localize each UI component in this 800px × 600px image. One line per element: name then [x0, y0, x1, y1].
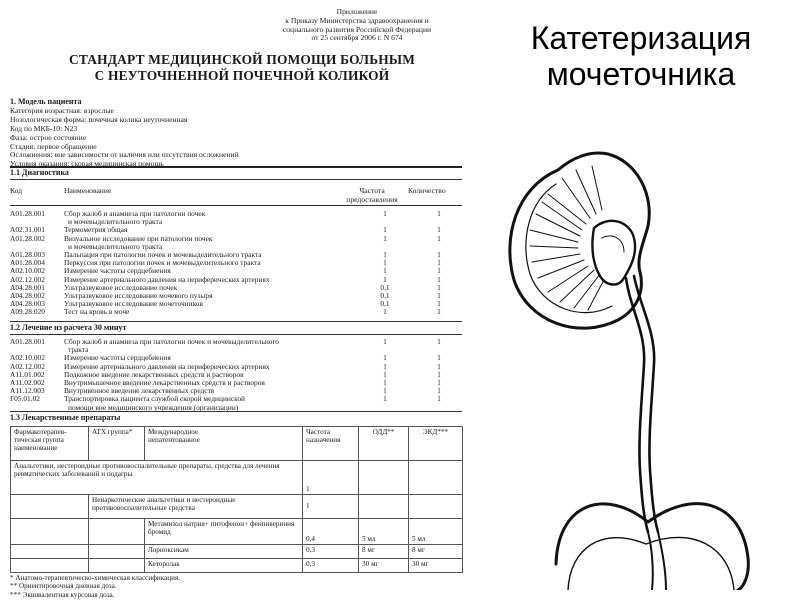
row-code: A01.28.001 — [10, 337, 45, 346]
table-header-divider — [10, 205, 462, 206]
section-divider — [10, 166, 462, 168]
drug-frequency: 0,4 — [303, 519, 359, 545]
drug-name: Кеторолак — [145, 559, 303, 573]
drug-odd: 8 мг — [359, 545, 409, 559]
diagnostics-table — [10, 210, 462, 317]
drugs-header-frequency-line: назначения — [306, 436, 341, 445]
drug-row-spacer — [11, 545, 89, 559]
footnote: *** Эквивалентная курсовая доза. — [10, 590, 115, 599]
row-quantity: 1 — [437, 378, 441, 388]
row-code: A11.01.002 — [10, 369, 45, 379]
row-quantity: 1 — [437, 282, 441, 292]
standard-document — [10, 8, 462, 598]
row-quantity: 1 — [437, 386, 441, 396]
column-header-code: Код — [10, 186, 23, 195]
drugs-header-inn-line: непатентованное — [148, 436, 200, 445]
slide-title-line: мочеточника — [546, 56, 736, 92]
drugs-table-grid — [10, 426, 463, 573]
row-quantity: 1 — [437, 361, 441, 371]
row-name-line: Внутривенное введение лекарственных средств — [64, 386, 215, 396]
row-frequency: 1 — [383, 274, 387, 284]
row-name-line: Тест на кровь в моче — [64, 307, 130, 317]
order-reference — [252, 8, 462, 43]
diagnostics-heading: 1.1 Диагностика — [10, 168, 69, 177]
row-quantity: 1 — [437, 258, 441, 268]
row-code: A04.28.002 — [10, 291, 45, 301]
row-name — [64, 308, 354, 316]
drug-row — [11, 559, 463, 573]
row-name-line: Измерение частоты сердцебиения — [64, 353, 171, 363]
row-name-line: Внутримышечное введение лекарственных средств и растворов — [64, 378, 265, 388]
row-name-line: Ультразвуковое исследование почек — [64, 282, 178, 292]
table-row — [10, 395, 462, 411]
row-name-line: Визуальное исследование при патологии почек — [64, 233, 213, 243]
column-header-name: Наименование — [64, 186, 112, 195]
drugs-subgroup-row — [11, 495, 463, 519]
row-quantity: 1 — [437, 369, 441, 379]
patient-model — [10, 98, 239, 169]
row-frequency: 1 — [383, 258, 387, 268]
row-name-line: помощи вне медицинского учреждения (организации) — [68, 402, 239, 412]
patient-model-line: Стадия: первое обращение — [10, 141, 97, 151]
row-quantity: 1 — [437, 337, 441, 346]
row-code: A09.28.020 — [10, 307, 45, 317]
kidney-ureter-illustration — [498, 118, 794, 590]
order-line: к Приказу Министерства здравоохранения и — [285, 15, 429, 25]
row-name-line: Измерение артериального давления на периферических артериях — [64, 361, 270, 371]
row-name-line: Пальпация при патологии почек и мочевыделительного тракта — [64, 250, 262, 260]
row-frequency: 1 — [383, 361, 387, 371]
row-quantity: 1 — [437, 250, 441, 260]
patient-model-line: Нозологическая форма: почечная колика неуточненная — [10, 114, 188, 124]
row-code: A01.28.001 — [10, 209, 45, 218]
row-name — [64, 235, 354, 251]
drugs-table-header-row — [11, 427, 463, 461]
order-line: от 25 сентября 2006 г. N 674 — [311, 33, 403, 43]
row-quantity: 1 — [437, 274, 441, 284]
drugs-header-ekd: ЭКД*** — [409, 427, 463, 461]
order-line: Приложение — [336, 7, 378, 16]
patient-model-line: Код по МКБ-10: N23 — [10, 123, 78, 133]
row-quantity: 1 — [437, 299, 441, 309]
row-frequency: 0,1 — [380, 291, 390, 301]
renal-pelvis — [592, 221, 635, 285]
row-name — [64, 338, 354, 354]
section-divider — [10, 321, 462, 322]
row-frequency: 0,1 — [380, 299, 390, 309]
drugs-subgroup-odd — [359, 495, 409, 519]
row-code: A11.02.002 — [10, 378, 45, 388]
row-frequency: 1 — [383, 209, 387, 218]
drug-ekd: 8 мг — [409, 545, 463, 559]
drugs-heading: 1.3 Лекарственные препараты — [10, 413, 121, 422]
column-header-quantity: Количество — [408, 186, 446, 195]
row-frequency: 1 — [383, 233, 387, 243]
patient-model-line: Фаза: острое состояние — [10, 132, 87, 142]
drugs-group-ekd — [409, 461, 463, 495]
row-quantity: 1 — [437, 233, 441, 243]
drugs-subgroup-frequency: 1 — [303, 495, 359, 519]
standard-title — [32, 52, 452, 84]
drugs-subgroup-spacer — [11, 495, 89, 519]
row-frequency: 1 — [383, 266, 387, 276]
row-quantity: 1 — [437, 353, 441, 363]
drug-row-spacer — [89, 545, 145, 559]
row-frequency: 1 — [383, 369, 387, 379]
footnote: ** Ориентировочная дневная доза. — [10, 582, 117, 591]
column-header-frequency — [336, 187, 408, 204]
slide-title-line: Катетеризация — [530, 20, 752, 56]
row-code: A01.28.002 — [10, 233, 45, 243]
row-frequency: 1 — [383, 337, 387, 346]
row-name-line: Сбор жалоб и анамнеза при патологии почек и мочевыделительного — [64, 337, 280, 346]
drug-name: Метамизол натрия+ питофенон+ фенпивериния бромид — [145, 519, 303, 545]
table-row — [10, 210, 462, 226]
drug-row — [11, 519, 463, 545]
drug-ekd: 30 мг — [409, 559, 463, 573]
drug-frequency: 0,3 — [303, 559, 359, 573]
row-code: A01.28.003 — [10, 250, 45, 260]
row-name — [64, 395, 354, 411]
row-quantity: 1 — [437, 291, 441, 301]
drugs-header-frequency-line: Частота — [306, 428, 331, 436]
row-code: F05.01.02 — [10, 394, 40, 404]
row-quantity: 1 — [437, 394, 441, 404]
row-frequency: 1 — [383, 386, 387, 396]
drug-ekd: 5 мл — [409, 519, 463, 545]
column-header-frequency-line: предоставления — [346, 194, 398, 204]
standard-title-line: С НЕУТОЧНЕННОЙ ПОЧЕЧНОЙ КОЛИКОЙ — [94, 68, 390, 83]
treatment-heading: 1.2 Лечение из расчета 30 минут — [10, 323, 127, 332]
section-divider — [10, 179, 462, 180]
drug-row-spacer — [11, 559, 89, 573]
row-quantity: 1 — [437, 307, 441, 317]
row-code: A02.10.002 — [10, 266, 45, 276]
drugs-header-inn — [145, 427, 303, 461]
patient-model-line: Осложнения: вне зависимости от наличия или отсутствия осложнений — [10, 150, 239, 160]
row-code: A02.12.002 — [10, 274, 45, 284]
row-name-line: и мочевыделительного тракта — [68, 241, 163, 251]
row-code: A01.28.004 — [10, 258, 45, 268]
row-name-line: Транспортировка пациента службой скорой медицинской — [64, 394, 245, 404]
drugs-header-odd: ОДД** — [359, 427, 409, 461]
drug-row-spacer — [89, 559, 145, 573]
row-frequency: 0,1 — [380, 282, 390, 292]
treatment-table — [10, 338, 462, 412]
row-code: A02.10.002 — [10, 353, 45, 363]
footnotes — [10, 574, 180, 599]
drugs-group-odd — [359, 461, 409, 495]
drugs-header-atc: АТХ группа* — [89, 427, 145, 461]
row-name-line: Перкуссия при патологии почек и мочевыделительного тракта — [64, 258, 261, 268]
row-name-line: Измерение артериального давления на периферических артериях — [64, 274, 270, 284]
patient-model-line: Категория возрастная: взрослые — [10, 105, 114, 115]
row-frequency: 1 — [383, 353, 387, 363]
drug-row-spacer — [11, 519, 89, 545]
row-quantity: 1 — [437, 225, 441, 235]
standard-title-line: СТАНДАРТ МЕДИЦИНСКОЙ ПОМОЩИ БОЛЬНЫМ — [68, 52, 416, 67]
row-quantity: 1 — [437, 209, 441, 218]
row-frequency: 1 — [383, 250, 387, 260]
patient-model-heading: 1. Модель пациента — [10, 97, 82, 106]
row-name-line: Ультразвуковое исследование мочевого пузыря — [64, 291, 213, 301]
drugs-subgroup-ekd — [409, 495, 463, 519]
drug-row-spacer — [89, 519, 145, 545]
drugs-group-row — [11, 461, 463, 495]
row-quantity: 1 — [437, 266, 441, 276]
drug-odd: 5 мл — [359, 519, 409, 545]
drugs-header-group: Фармакотерапев-тическая группа наименование — [11, 427, 89, 461]
drug-row — [11, 545, 463, 559]
column-header-frequency-line: Частота — [359, 186, 385, 195]
row-code: A04.28.003 — [10, 299, 45, 309]
row-code: A02.31.001 — [10, 225, 45, 235]
row-code: A11.12.003 — [10, 386, 45, 396]
order-line: социального развития Российской Федерации — [282, 24, 432, 34]
row-frequency: 1 — [383, 307, 387, 317]
row-frequency: 1 — [383, 225, 387, 235]
patient-model-line: Условия оказания: скорая медицинская помощь — [10, 159, 164, 169]
drugs-header-inn-line: Международное — [148, 428, 199, 436]
drug-frequency: 0,3 — [303, 545, 359, 559]
row-frequency: 1 — [383, 378, 387, 388]
row-name-line: Термометрия общая — [64, 225, 128, 235]
table-row — [10, 308, 462, 316]
slide-title — [496, 20, 786, 92]
drug-name: Лорноксикам — [145, 545, 303, 559]
row-name-line: Подкожное введение лекарственных средств и растворов — [64, 369, 244, 379]
row-frequency: 1 — [383, 394, 387, 404]
table-row — [10, 338, 462, 354]
drugs-table — [10, 426, 462, 574]
section-divider — [10, 334, 462, 335]
section-divider — [10, 411, 462, 412]
row-code: A02.12.002 — [10, 361, 45, 371]
drugs-subgroup-name: Ненаркотические анальгетики и нестероидные противовоспалительные средства — [89, 495, 303, 519]
drugs-group-name: Анальгетики, нестероидные противовоспалительные препараты, средства для лечения ревматических заболеваний и подагры — [11, 461, 303, 495]
drugs-group-frequency: 1 — [303, 461, 359, 495]
drugs-header-frequency — [303, 427, 359, 461]
row-name-line: и мочевыделительного тракта — [68, 217, 163, 227]
row-code: A04.28.001 — [10, 282, 45, 292]
row-name-line: Измерение частоты сердцебиения — [64, 266, 171, 276]
footnote: * Анатомо-терапевтическо-химическая классификация. — [10, 574, 181, 582]
row-name-line: Сбор жалоб и анамнеза при патологии почек — [64, 209, 206, 218]
row-name-line: тракта — [68, 345, 89, 355]
table-row — [10, 235, 462, 251]
drug-odd: 30 мг — [359, 559, 409, 573]
row-name-line: Ультразвуковое исследование мочеточников — [64, 299, 203, 309]
row-name — [64, 210, 354, 226]
